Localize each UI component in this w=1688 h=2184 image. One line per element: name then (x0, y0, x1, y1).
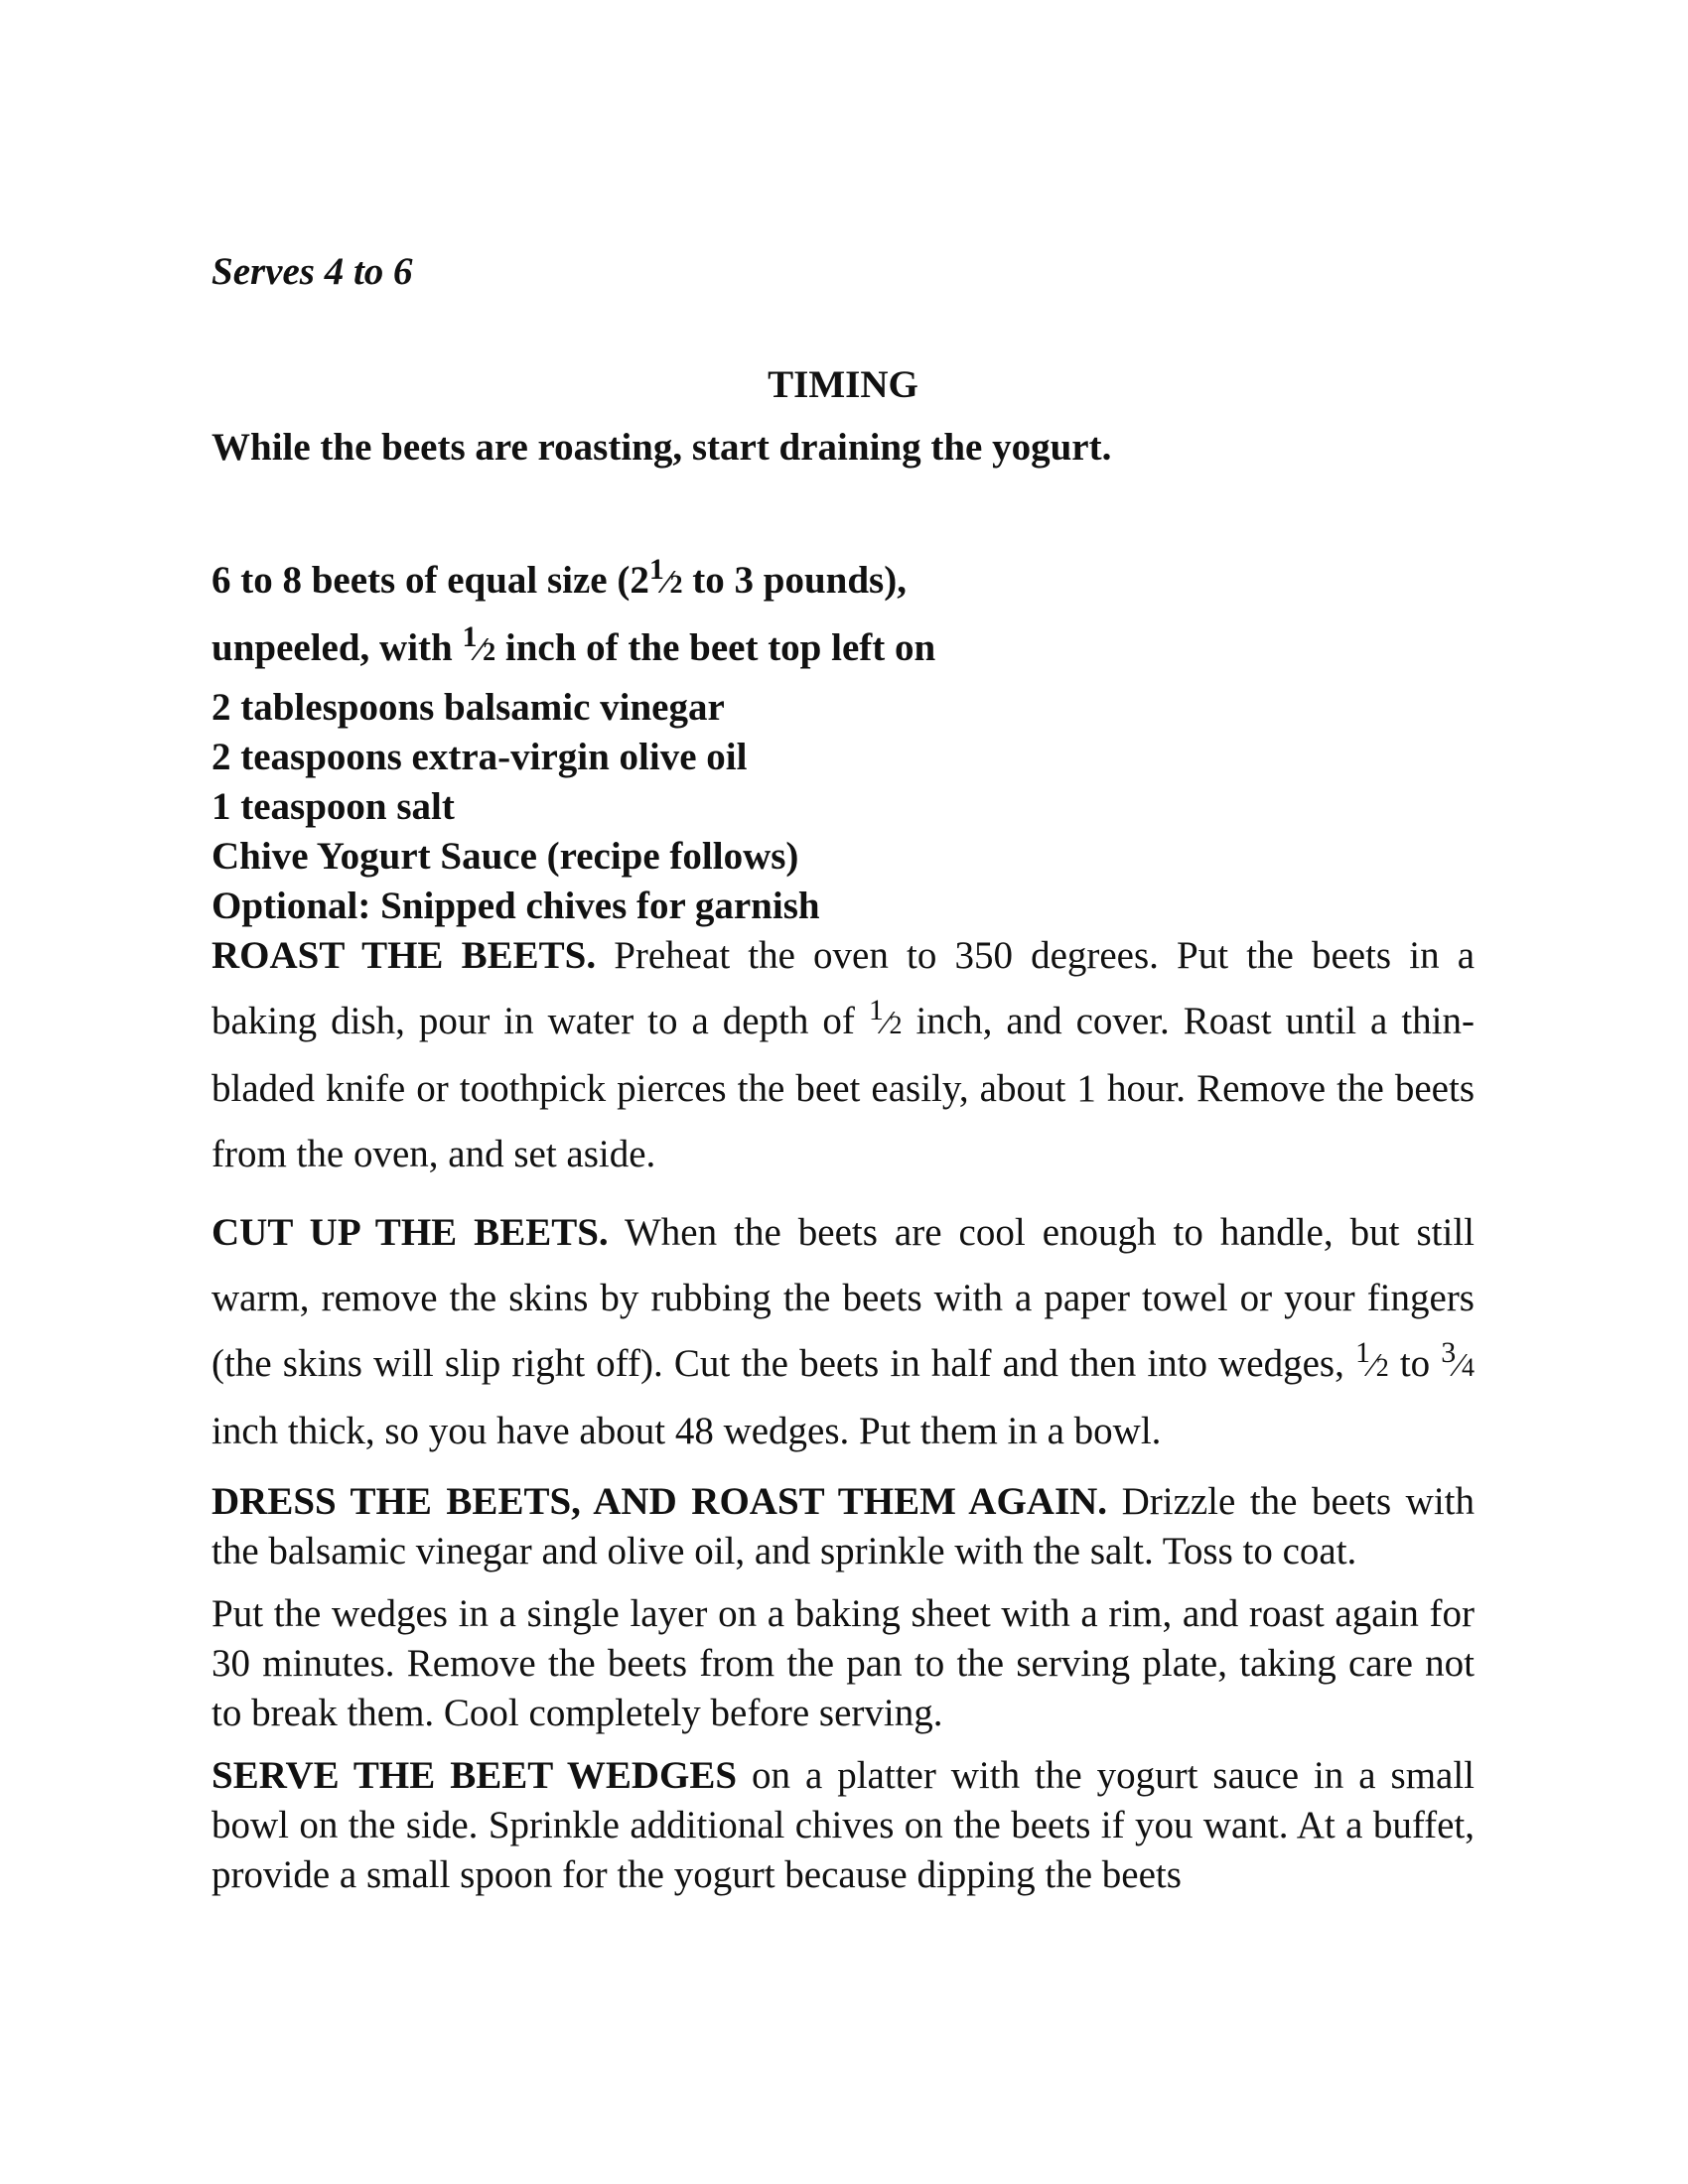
ingredient-item-salt: 1 teaspoon salt (211, 785, 455, 828)
step-text: Drizzle the beets with the balsamic vinegar and olive oil, and sprinkle with the salt. Toss to coat. (211, 1480, 1475, 1572)
step-heading: DRESS THE BEETS, AND ROAST THEM AGAIN. (211, 1480, 1108, 1523)
ingredient-item-beets (211, 548, 1475, 615)
step-heading: CUT UP THE BEETS. (211, 1211, 609, 1254)
step-heading: ROAST THE BEETS. (211, 934, 597, 977)
ingredient-item-olive-oil: 2 teaspoons extra-virgin olive oil (211, 736, 748, 778)
fraction-numerator: 1 (462, 620, 478, 653)
ingredient-text: inch of the beet top left on (495, 626, 936, 669)
timing-heading: TIMING (768, 363, 918, 406)
step-text: inch thick, so you have about 48 wedges. Put them in a bowl. (211, 1410, 1162, 1452)
fraction-numerator: 1 (868, 994, 884, 1026)
fraction-denominator: 2 (669, 570, 683, 599)
fraction-denominator: 2 (1375, 1353, 1389, 1382)
fraction-denominator: 2 (889, 1011, 903, 1039)
fraction: $^1$⁄2 (1355, 1336, 1389, 1384)
step-text: Preheat the oven to 350 degrees. Put the beets in a baking dish, pour in water to a depth of (211, 934, 1476, 1042)
ingredient-text: to 3 pounds), (682, 559, 907, 602)
step-text: Put the wedges in a single layer on a baking sheet with a rim, and roast again for 30 minutes. Remove the beets from the pan to the serving plate, taking care not to break them. Cool completely before serving. (211, 1592, 1475, 1734)
fraction-numerator: 3 (1441, 1336, 1457, 1369)
step-put (211, 1589, 1475, 1738)
step-text: inch, and cover. Roast until a thin-bladed knife or toothpick pierces the beet easily, about 1 hour. Remove the beets from the oven, and set aside. (211, 1000, 1475, 1175)
step-text: to (1388, 1342, 1442, 1385)
serves-line: Serves 4 to 6 (211, 250, 413, 293)
ingredient-text: unpeeled, with (211, 626, 463, 669)
fraction-denominator: 4 (1461, 1353, 1475, 1382)
ingredient-text: 6 to 8 beets of equal size (2 (211, 559, 649, 602)
fraction: $^3$⁄4 (1441, 1336, 1475, 1384)
step-serve (211, 1751, 1475, 1900)
fraction: $^1$⁄2 (648, 553, 683, 601)
fraction-numerator: 1 (1355, 1336, 1370, 1369)
ingredient-item-chives: Optional: Snipped chives for garnish (211, 885, 820, 927)
fraction: $^1$⁄2 (868, 994, 903, 1041)
step-text: on a platter with the yogurt sauce in a small bowl on the side. Sprinkle additional chives on the beets if you want. At a buffet, provide a small spoon for the yogurt because dipping the beets (211, 1754, 1476, 1896)
step-heading: SERVE THE BEET WEDGES (211, 1754, 738, 1797)
ingredient-list (211, 548, 1475, 931)
ingredient-item-vinegar: 2 tablespoons balsamic vinegar (211, 686, 725, 729)
fraction: $^1$⁄2 (462, 620, 496, 668)
timing-note: While the beets are roasting, start draining the yogurt. (211, 426, 1112, 469)
method-section (211, 923, 1475, 1913)
step-cut (211, 1200, 1475, 1464)
ingredient-item-yogurt-sauce: Chive Yogurt Sauce (recipe follows) (211, 835, 799, 878)
step-dress (211, 1477, 1475, 1576)
fraction-numerator: 1 (648, 553, 664, 586)
ingredient-item-beets-detail (211, 615, 1475, 683)
step-roast (211, 923, 1475, 1187)
fraction-denominator: 2 (483, 637, 496, 666)
step-text: When the beets are cool enough to handle, but still warm, remove the skins by rubbing the beets with a paper towel or your fingers (the skins will slip right off). Cut the beets in half and then into wedges, (211, 1211, 1475, 1385)
